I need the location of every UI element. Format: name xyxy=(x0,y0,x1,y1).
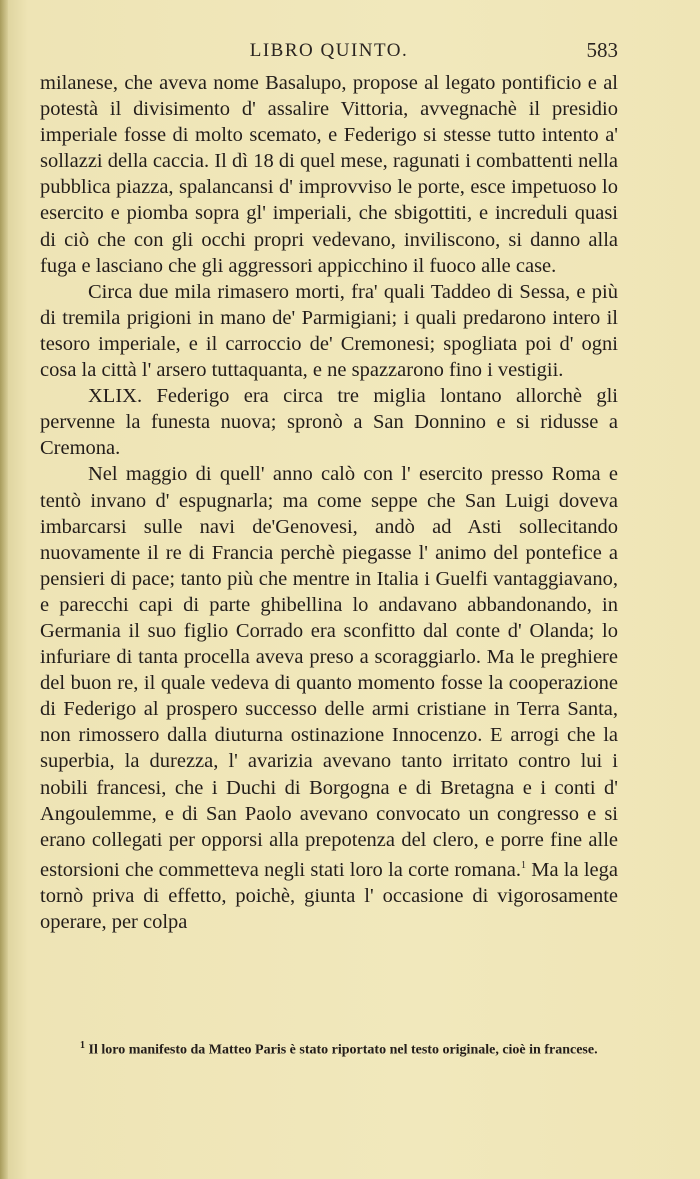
paragraph-1: milanese, che aveva nome Basalupo, propose al legato pontificio e al potestà il divisimento d' assalire Vittoria, avvegnachè il presidio imperiale fosse di molto scemato, e Federigo si stesse tutto intento a' sollazzi della caccia. Il dì 18 di quel mese, ragunati i combattenti nella pubblica piazza, spalancansi d' improvviso le porte, esce impetuoso lo esercito e piomba sopra gl' imperiali, che sbigottiti, e increduli quasi di ciò che con gli occhi propri vedevano, inviliscono, si danno alla fuga e lasciano che gli aggressori appicchino il fuoco alle case. xyxy=(40,72,618,277)
paragraph-4 xyxy=(40,461,618,935)
footnote-reference: 1 xyxy=(520,859,526,871)
footnote xyxy=(40,1037,618,1060)
page-number: 583 xyxy=(586,38,618,62)
paragraph-3: XLIX. Federigo era circa tre miglia lontano allorchè gli pervenne la funesta nuova; spronò a San Donnino e si ridusse a Cremona. xyxy=(40,385,618,460)
paragraph-2: Circa due mila rimasero morti, fra' quali Taddeo di Sessa, e più di tremila prigioni in mano de' Parmigiani; i quali predarono intero il tesoro imperiale, e il carroccio de' Cremonesi; spogliata poi d' ogni cosa la città l' arsero tuttaquanta, e ne spazzarono fino i vestigii. xyxy=(40,280,618,382)
page-header xyxy=(40,36,618,66)
page-binding-edge xyxy=(0,0,8,1179)
paragraph-4-tail: Ma la lega tornò priva di effetto, poichè, giunta l' occasione di vigorosamente operare, per colpa xyxy=(40,858,618,933)
footnote-mark: 1 xyxy=(80,1040,85,1051)
running-head: LIBRO QUINTO. xyxy=(249,40,409,61)
footnote-text: Il loro manifesto da Matteo Paris è stato riportato nel testo originale, cioè in francese. xyxy=(85,1042,598,1058)
paragraph-4-text: Nel maggio di quell' anno calò con l' esercito presso Roma e tentò invano d' espugnarla; ma come seppe che San Luigi doveva imbarcarsi sulle navi de'Genovesi, andò ad Asti sollecitando nuovamente il re di Francia perchè piegasse l' animo del pontefice a pensieri di pace; tanto più che mentre in Italia i Guelfi vantaggiavano, e parecchi capi di parte ghibellina lo andavano abbandonando, in Germania il suo figlio Corrado era sconfitto dal conte d' Olanda; lo infuriare di tanta procella aveva preso a scoraggiarlo. Ma le preghiere del buon re, il quale vedeva di quanto momento fosse la cooperazione di Federigo al prospero successo delle armi cristiane in Terra Santa, non rimossero dalla diuturna ostinazione Innocenzo. E arrogi che la superbia, la durezza, l' avarizia avevano tanto irritato contro lui i nobili francesi, che i Duchi di Borgogna e di Bretagna e i conti d' Angoulemme, e di San Paolo avevano convocato un congresso e si erano collegati per opporsi alla prepotenza del clero, e porre fine alle estorsioni che commetteva negli stati loro la corte romana. xyxy=(40,463,618,881)
body-text xyxy=(40,70,618,935)
